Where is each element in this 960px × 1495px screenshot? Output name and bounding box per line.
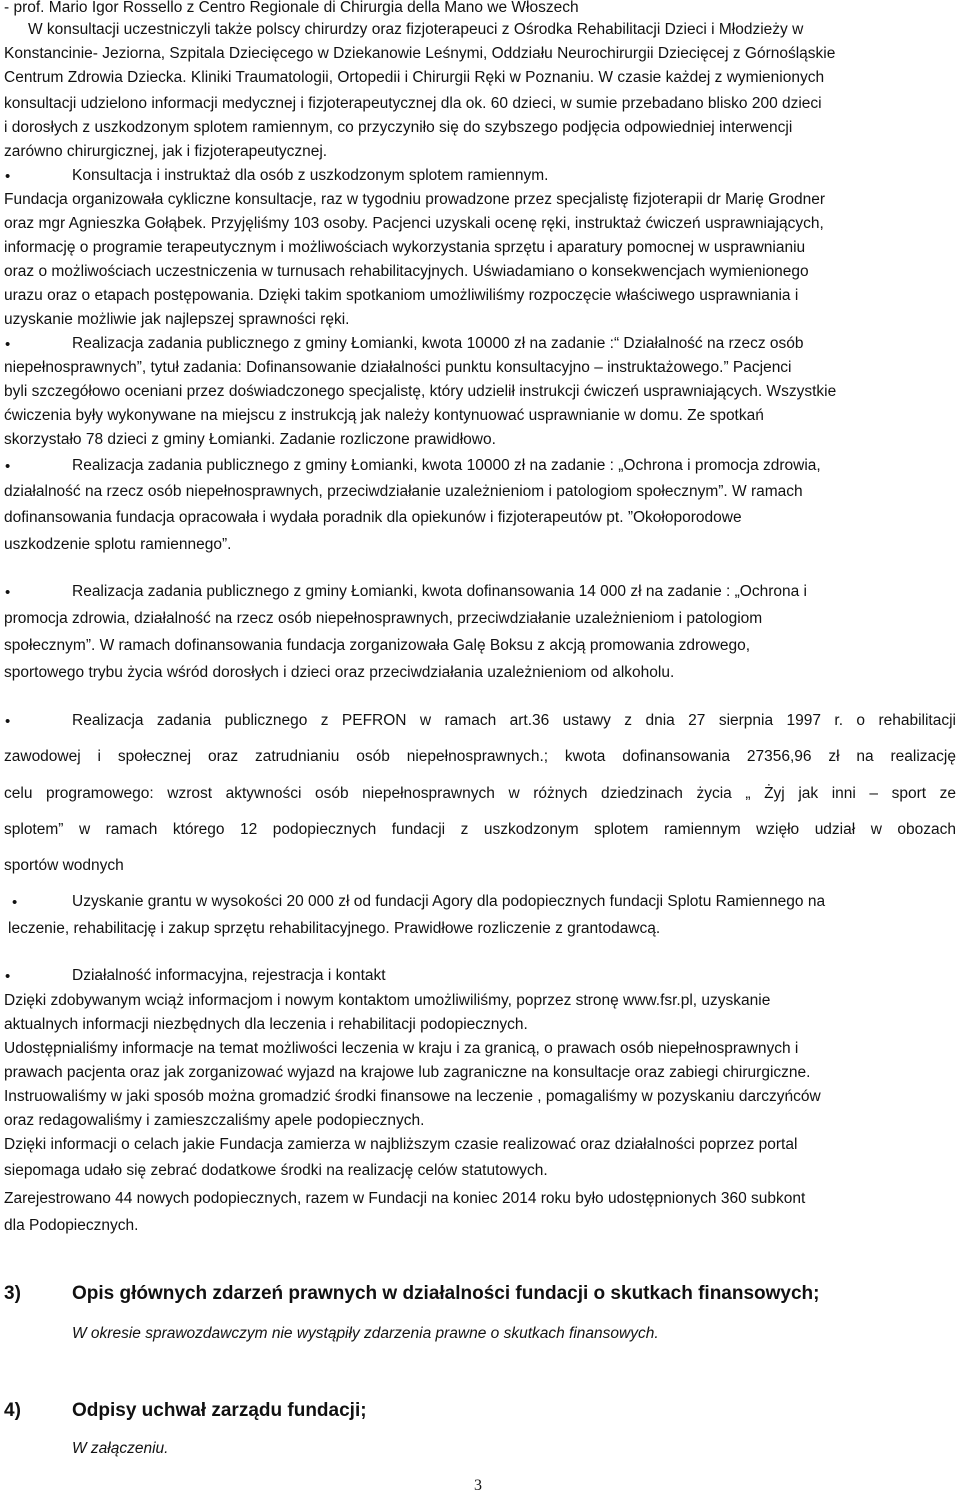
lomianki1-line: byli szczegółowo oceniani przez doświadczonego specjalistę, który udzielił instrukcji ćwiczeń usprawniających. Wszystkie bbox=[4, 383, 837, 400]
lomianki1-line: Realizacja zadania publicznego z gminy Łomianki, kwota 10000 zł na zadanie :“ Działalność na rzecz osób bbox=[72, 335, 804, 352]
lomianki3-line: Realizacja zadania publicznego z gminy Łomianki, kwota dofinansowania 14 000 zł na zadanie : „Ochrona i bbox=[72, 583, 807, 600]
bullet-icon: • bbox=[5, 336, 11, 353]
pefron-line: zawodowej i społecznej oraz zatrudnianiu osób niepełnosprawnych.; kwota dofinansowania 27356,96 zł na realizację bbox=[4, 748, 956, 765]
section-4-number: 4) bbox=[4, 1400, 21, 1421]
consult-item-line: Fundacja organizowała cykliczne konsultacje, raz w tygodniu prowadzone przez specjalistę fizjoterapii dr Marię Grodner bbox=[4, 191, 826, 208]
consult-item-line: oraz o możliwościach uczestniczenia w turnusach rehabilitacyjnych. Uświadamiano o konsekwencjach wymienionego bbox=[4, 263, 809, 280]
bullet-icon: • bbox=[5, 968, 11, 985]
section-4-title: Odpisy uchwał zarządu fundacji; bbox=[72, 1400, 367, 1421]
consultation-line: konsultacji udzielono informacji medycznej i fizjoterapeutycznej dla ok. 60 dzieci, w sumie przebadano blisko 200 dzieci bbox=[4, 95, 822, 112]
consultation-line: W konsultacji uczestniczyli także polscy chirurdzy oraz fizjoterapeuci z Ośrodka Rehabilitacji Dzieci i Młodzieży w bbox=[28, 21, 804, 38]
pefron-line: splotem” w ramach którego 12 podopiecznych fundacji z uszkodzonym splotem ramiennym wzięło udział w obozach bbox=[4, 821, 956, 838]
lomianki3-line: promocja zdrowia, działalność na rzecz osób niepełnosprawnych, przeciwdziałanie uzależnieniom i patologiom bbox=[4, 610, 763, 627]
info-line: Dzięki zdobywanym wciąż informacjom i nowym kontaktom umożliwiliśmy, poprzez stronę www.fsr.pl, uzyskanie bbox=[4, 992, 771, 1009]
consult-item-line: uzyskanie możliwie jak najlepszej sprawności ręki. bbox=[4, 311, 350, 328]
info-line: siepomaga udało się zebrać dodatkowe środki na realizację celów statutowych. bbox=[4, 1162, 548, 1179]
pefron-line: Realizacja zadania publicznego z PEFRON w ramach art.36 ustawy z dnia 27 sierpnia 1997 r. o rehabilitacji bbox=[72, 712, 956, 729]
bullet-icon: • bbox=[5, 713, 11, 730]
lomianki3-line: społecznym”. W ramach dofinansowania fundacja zorganizowała Galę Boksu z akcją promowania zdrowego, bbox=[4, 637, 751, 654]
agora-line: leczenie, rehabilitację i zakup sprzętu rehabilitacyjnego. Prawidłowe rozliczenie z grantodawcą. bbox=[8, 920, 661, 937]
info-line: Dzięki informacji o celach jakie Fundacja zamierza w najbliższym czasie realizować oraz działalności poprzez portal bbox=[4, 1136, 798, 1153]
consultation-line: Centrum Zdrowia Dziecka. Kliniki Traumatologii, Ortopedii i Chirurgii Ręki w Poznaniu. W czasie każdej z wymienionych bbox=[4, 69, 825, 86]
consult-item-line: urazu oraz o etapach postępowania. Dzięki takim spotkaniom umożliwiliśmy rozpoczęcie właściwego usprawniania i bbox=[4, 287, 799, 304]
bullet-icon: • bbox=[5, 168, 11, 185]
consultation-line: i dorosłych z uszkodzonym splotem ramiennym, co przyczyniło się do szybszego podjęcia odpowiedniej interwencji bbox=[4, 119, 793, 136]
lomianki2-line: uszkodzenie splotu ramiennego”. bbox=[4, 536, 232, 553]
lomianki1-line: skorzystało 78 dzieci z gminy Łomianki. Zadanie rozliczone prawidłowo. bbox=[4, 431, 496, 448]
consultation-line: zarówno chirurgicznej, jak i fizjoterapeutycznej. bbox=[4, 143, 328, 160]
section-3-title: Opis głównych zdarzeń prawnych w działalności fundacji o skutkach finansowych; bbox=[72, 1283, 820, 1304]
page-number: 3 bbox=[474, 1477, 482, 1494]
bullet-icon: • bbox=[12, 894, 18, 911]
info-line: Zarejestrowano 44 nowych podopiecznych, razem w Fundacji na koniec 2014 roku było udostępnionych 360 subkont bbox=[4, 1190, 806, 1207]
lomianki2-line: działalność na rzecz osób niepełnosprawnych, przeciwdziałanie uzależnieniom i patologiom społecznym”. W ramach bbox=[4, 483, 803, 500]
lomianki3-line: sportowego trybu życia wśród dorosłych i dzieci oraz przeciwdziałania uzależnieniom od alkoholu. bbox=[4, 664, 675, 681]
consult-item-line: informację o programie terapeutycznym i możliwościach wykorzystania sprzętu i aparatury pomocnej w usprawnianiu bbox=[4, 239, 806, 256]
bullet-icon: • bbox=[5, 584, 11, 601]
info-line: aktualnych informacji niezbędnych dla leczenia i rehabilitacji podopiecznych. bbox=[4, 1016, 528, 1033]
info-line: prawach pacjenta oraz jak zorganizować wyjazd na krajowe lub zagraniczne na konsultacje oraz zabiegi chirurgiczne. bbox=[4, 1064, 811, 1081]
agora-line: Uzyskanie grantu w wysokości 20 000 zł od fundacji Agory dla podopiecznych fundacji Splotu Ramiennego na bbox=[72, 893, 826, 910]
pefron-line: celu programowego: wzrost aktywności osób niepełnosprawnych w różnych dziedzinach życia „ Żyj jak inni – sport ze bbox=[4, 785, 956, 802]
lomianki2-line: Realizacja zadania publicznego z gminy Łomianki, kwota 10000 zł na zadanie : „Ochrona i promocja zdrowia, bbox=[72, 457, 821, 474]
info-line: dla Podopiecznych. bbox=[4, 1217, 139, 1234]
info-line: Udostępnialiśmy informacje na temat możliwości leczenia w kraju i za granicą, o prawach osób niepełnosprawnych i bbox=[4, 1040, 799, 1057]
section-4-note: W załączeniu. bbox=[72, 1440, 169, 1457]
consult-item-line: oraz mgr Agnieszka Gołąbek. Przyjęliśmy 103 osoby. Pacjenci uzyskali ocenę ręki, instruktaż ćwiczeń usprawniających, bbox=[4, 215, 824, 232]
consultation-line: Konstancinie- Jeziorna, Szpitala Dziecięcego w Dziekanowie Leśnymi, Oddziału Neurochirurgii Dziecięcej z Górnośląskie bbox=[4, 45, 836, 62]
lomianki1-line: ćwiczenia były wykonywane na miejscu z instrukcją jak należy kontynuować usprawnianie w domu. Ze spotkań bbox=[4, 407, 764, 424]
pefron-line: sportów wodnych bbox=[4, 857, 124, 874]
info-title: Działalność informacyjna, rejestracja i kontakt bbox=[72, 967, 386, 984]
section-3-note: W okresie sprawozdawczym nie wystąpiły zdarzenia prawne o skutkach finansowych. bbox=[72, 1325, 659, 1342]
lomianki1-line: niepełnosprawnych”, tytuł zadania: Dofinansowanie działalności punktu konsultacyjno – instruktażowego.” Pacjenci bbox=[4, 359, 792, 376]
info-line: Instruowaliśmy w jaki sposób można gromadzić środki finansowe na leczenie , pomagaliśmy w pozyskaniu darczyńców bbox=[4, 1088, 821, 1105]
consultation-line: - prof. Mario Igor Rossello z Centro Regionale di Chirurgia della Mano we Włoszech bbox=[4, 0, 579, 16]
consult-item-title: Konsultacja i instruktaż dla osób z uszkodzonym splotem ramiennym. bbox=[72, 167, 549, 184]
bullet-icon: • bbox=[5, 458, 11, 475]
section-3-number: 3) bbox=[4, 1283, 21, 1304]
lomianki2-line: dofinansowania fundacja opracowała i wydała poradnik dla opiekunów i fizjoterapeutów pt. ”Okołoporodowe bbox=[4, 509, 742, 526]
info-line: oraz redagowaliśmy i zamieszczaliśmy apele podopiecznych. bbox=[4, 1112, 425, 1129]
